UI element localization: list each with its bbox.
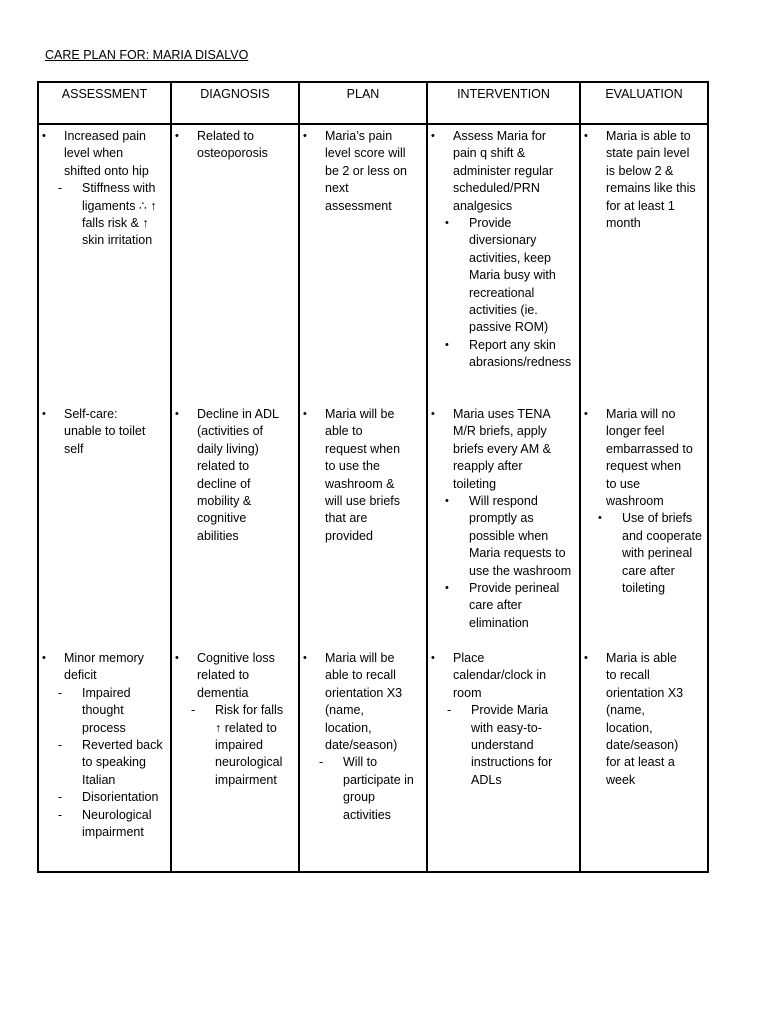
header-assessment: ASSESSMENT <box>38 82 171 124</box>
dash-marker-icon: - <box>58 790 63 805</box>
header-plan: PLAN <box>299 82 427 124</box>
cell-text-line: (activities of <box>197 424 263 439</box>
table-row <box>38 647 708 872</box>
cell-text-line: longer feel <box>606 424 665 439</box>
bullet-icon: • <box>303 408 307 420</box>
list-item <box>428 493 579 580</box>
cell-text-line: (name, <box>325 703 364 718</box>
bullet-icon: • <box>431 408 435 420</box>
cell-text-line: self <box>64 441 84 456</box>
cell-text-line: unable to toilet <box>64 424 146 439</box>
cell-text-line: location, <box>325 720 372 735</box>
cell-text-line: Italian <box>82 772 116 787</box>
bullet-icon: • <box>175 652 179 664</box>
cell-text-line: thought <box>82 703 124 718</box>
list-item <box>172 650 298 702</box>
intervention-cell <box>427 124 580 403</box>
cell-text-line: Report any skin <box>469 337 556 352</box>
cell-text-line: month <box>606 215 641 230</box>
cell-text-line: ligaments ∴ ↑ <box>82 198 157 213</box>
bullet-icon: • <box>598 512 602 525</box>
list-item <box>39 128 170 180</box>
cell-text-line: level when <box>64 146 124 161</box>
cell-text-line: for at least 1 <box>606 198 675 213</box>
cell-text-line: level score will <box>325 146 406 161</box>
cell-text-line: Will respond <box>469 493 538 508</box>
cell-text-line: calendar/clock in <box>453 668 547 683</box>
plan-cell <box>299 647 427 872</box>
cell-text-line: request when <box>606 459 682 474</box>
cell-text-line: reapply after <box>453 459 523 474</box>
list-item <box>428 128 579 215</box>
header-intervention: INTERVENTION <box>427 82 580 124</box>
cell-text-line: room <box>453 685 482 700</box>
list-item <box>39 685 170 737</box>
cell-text-line: process <box>82 720 126 735</box>
list-item <box>428 650 579 702</box>
bullet-icon: • <box>445 581 449 594</box>
cell-text-line: pain q shift & <box>453 146 526 161</box>
cell-text-line: activities <box>343 807 391 822</box>
cell-text-line: to use <box>606 476 641 491</box>
cell-text-line: Maria is able to <box>606 129 691 143</box>
bullet-icon: • <box>175 408 179 420</box>
list-item <box>581 128 707 232</box>
list-item <box>39 180 170 250</box>
cell-text-line: will use briefs <box>325 493 401 508</box>
care-plan-table <box>37 81 709 873</box>
cell-text-line: Maria requests to <box>469 546 566 561</box>
cell-text-line: Maria will be <box>325 651 395 665</box>
diagnosis-cell <box>171 647 299 872</box>
cell-text-line: orientation X3 <box>325 685 403 700</box>
cell-text-line: abrasions/redness <box>469 355 572 370</box>
cell-text-line: Stiffness with <box>82 181 156 196</box>
list-item <box>428 215 579 337</box>
cell-text-line: that are <box>325 511 368 526</box>
cell-text-line: Assess Maria for <box>453 129 547 143</box>
cell-text-line: care after <box>469 598 522 613</box>
cell-text-line: activities (ie. <box>469 302 538 317</box>
cell-text-line: Provide perineal <box>469 580 560 595</box>
cell-text-line: related to <box>197 459 250 474</box>
bullet-icon: • <box>584 408 588 420</box>
cell-text-line: skin irritation <box>82 233 153 248</box>
cell-text-line: Place <box>453 651 485 665</box>
cell-text-line: related to <box>197 668 250 683</box>
cell-text-line: understand <box>471 737 534 752</box>
dash-marker-icon: - <box>58 181 63 196</box>
cell-text-line: diversionary <box>469 233 537 248</box>
cell-text-line: instructions for <box>471 755 553 770</box>
cell-text-line: location, <box>606 720 653 735</box>
cell-text-line: Maria’s pain <box>325 129 393 143</box>
cell-text-line: remains like this <box>606 181 696 196</box>
plan-cell <box>299 124 427 403</box>
cell-text-line: with easy-to- <box>471 720 542 735</box>
bullet-icon: • <box>431 130 435 142</box>
cell-text-line: Increased pain <box>64 129 147 143</box>
dash-marker-icon: - <box>447 703 452 718</box>
cell-text-line: osteoporosis <box>197 146 268 161</box>
bullet-icon: • <box>445 216 449 229</box>
bullet-icon: • <box>42 408 46 420</box>
cell-text-line: group <box>343 790 375 805</box>
cell-text-line: next <box>325 181 349 196</box>
cell-text-line: washroom & <box>325 476 395 491</box>
cell-text-line: neurological <box>215 755 283 770</box>
bullet-icon: • <box>42 652 46 664</box>
cell-text-line: assessment <box>325 198 392 213</box>
cell-text-line: and cooperate <box>622 528 702 543</box>
cell-text-line: Maria will be <box>325 407 395 421</box>
cell-text-line: date/season) <box>325 737 398 752</box>
cell-text-line: Risk for falls <box>215 703 284 718</box>
list-item <box>172 702 298 789</box>
cell-text-line: Maria is able <box>606 651 677 665</box>
list-item <box>300 406 426 545</box>
cell-text-line: passive ROM) <box>469 320 549 335</box>
cell-text-line: embarrassed to <box>606 441 693 456</box>
list-item <box>300 128 426 215</box>
cell-text-line: daily living) <box>197 441 259 456</box>
cell-text-line: Decline in ADL <box>197 407 279 421</box>
cell-text-line: able to <box>325 424 363 439</box>
list-item <box>428 702 579 789</box>
dash-marker-icon: - <box>58 685 63 700</box>
table-row <box>38 124 708 403</box>
cell-text-line: is below 2 & <box>606 163 674 178</box>
care-plan-title: CARE PLAN FOR: MARIA DISALVO <box>45 48 249 62</box>
list-item <box>428 337 579 372</box>
list-item <box>428 406 579 493</box>
cell-text-line: deficit <box>64 668 97 683</box>
dash-marker-icon: - <box>191 703 196 718</box>
bullet-icon: • <box>445 338 449 351</box>
cell-text-line: impaired <box>215 737 263 752</box>
cell-text-line: request when <box>325 441 401 456</box>
cell-text-line: impairment <box>215 772 277 787</box>
cell-text-line: recreational <box>469 285 535 300</box>
list-item <box>39 737 170 789</box>
list-item <box>300 754 426 824</box>
diagnosis-cell <box>171 403 299 647</box>
cell-text-line: Disorientation <box>82 790 159 805</box>
bullet-icon: • <box>584 130 588 142</box>
diagnosis-cell <box>171 124 299 403</box>
cell-text-line: Neurological <box>82 807 152 822</box>
cell-text-line: be 2 or less on <box>325 163 407 178</box>
cell-text-line: dementia <box>197 685 249 700</box>
cell-text-line: provided <box>325 528 373 543</box>
cell-text-line: Reverted back <box>82 737 163 752</box>
cell-text-line: washroom <box>606 493 664 508</box>
list-item <box>39 406 170 458</box>
cell-text-line: M/R briefs, apply <box>453 424 547 439</box>
cell-text-line: able to recall <box>325 668 396 683</box>
dash-marker-icon: - <box>58 807 63 822</box>
cell-text-line: Maria uses TENA <box>453 407 551 421</box>
cell-text-line: Cognitive loss <box>197 651 275 665</box>
cell-text-line: state pain level <box>606 146 690 161</box>
cell-text-line: use the washroom <box>469 563 572 578</box>
dash-marker-icon: - <box>319 755 324 770</box>
cell-text-line: Use of briefs <box>622 511 693 526</box>
cell-text-line: briefs every AM & <box>453 441 551 456</box>
cell-text-line: (name, <box>606 703 645 718</box>
cell-text-line: to speaking <box>82 755 146 770</box>
cell-text-line: for at least a <box>606 755 675 770</box>
cell-text-line: Self-care: <box>64 407 118 421</box>
cell-text-line: to use the <box>325 459 380 474</box>
cell-text-line: week <box>606 772 636 787</box>
cell-text-line: cognitive <box>197 511 247 526</box>
evaluation-cell <box>580 124 708 403</box>
bullet-icon: • <box>431 652 435 664</box>
cell-text-line: Provide <box>469 215 512 230</box>
bullet-icon: • <box>303 652 307 664</box>
cell-text-line: ↑ related to <box>215 720 277 735</box>
cell-text-line: care after <box>622 563 675 578</box>
cell-text-line: abilities <box>197 528 239 543</box>
list-item <box>39 807 170 842</box>
cell-text-line: activities, keep <box>469 250 551 265</box>
assessment-cell <box>38 647 171 872</box>
header-evaluation: EVALUATION <box>580 82 708 124</box>
evaluation-cell <box>580 647 708 872</box>
evaluation-cell <box>580 403 708 647</box>
table-row <box>38 403 708 647</box>
cell-text-line: impairment <box>82 824 144 839</box>
intervention-cell <box>427 647 580 872</box>
list-item <box>39 650 170 685</box>
cell-text-line: ADLs <box>471 772 502 787</box>
cell-text-line: Maria busy with <box>469 268 556 283</box>
cell-text-line: possible when <box>469 528 549 543</box>
list-item <box>172 406 298 545</box>
bullet-icon: • <box>445 494 449 507</box>
cell-text-line: Provide Maria <box>471 703 549 718</box>
dash-marker-icon: - <box>58 737 63 752</box>
list-item <box>581 650 707 789</box>
list-item <box>581 510 707 597</box>
cell-text-line: administer regular <box>453 163 554 178</box>
assessment-cell <box>38 403 171 647</box>
cell-text-line: date/season) <box>606 737 679 752</box>
bullet-icon: • <box>42 130 46 142</box>
cell-text-line: Impaired <box>82 685 131 700</box>
list-item <box>172 128 298 163</box>
bullet-icon: • <box>303 130 307 142</box>
header-row <box>38 82 708 124</box>
cell-text-line: participate in <box>343 772 414 787</box>
cell-text-line: Related to <box>197 129 254 143</box>
cell-text-line: Will to <box>343 755 378 770</box>
cell-text-line: Maria will no <box>606 407 676 421</box>
bullet-icon: • <box>584 652 588 664</box>
intervention-cell <box>427 403 580 647</box>
plan-cell <box>299 403 427 647</box>
cell-text-line: elimination <box>469 615 529 630</box>
list-item <box>428 580 579 632</box>
cell-text-line: with perineal <box>622 546 693 561</box>
cell-text-line: scheduled/PRN <box>453 181 540 196</box>
list-item <box>300 650 426 754</box>
cell-text-line: mobility & <box>197 493 252 508</box>
cell-text-line: falls risk & ↑ <box>82 215 149 230</box>
cell-text-line: toileting <box>453 476 497 491</box>
cell-text-line: to recall <box>606 668 650 683</box>
cell-text-line: toileting <box>622 580 666 595</box>
cell-text-line: shifted onto hip <box>64 163 149 178</box>
list-item <box>581 406 707 510</box>
bullet-icon: • <box>175 130 179 142</box>
cell-text-line: orientation X3 <box>606 685 684 700</box>
cell-text-line: Minor memory <box>64 651 144 665</box>
header-diagnosis: DIAGNOSIS <box>171 82 299 124</box>
assessment-cell <box>38 124 171 403</box>
list-item <box>39 789 170 806</box>
cell-text-line: analgesics <box>453 198 513 213</box>
cell-text-line: promptly as <box>469 511 534 526</box>
cell-text-line: decline of <box>197 476 251 491</box>
